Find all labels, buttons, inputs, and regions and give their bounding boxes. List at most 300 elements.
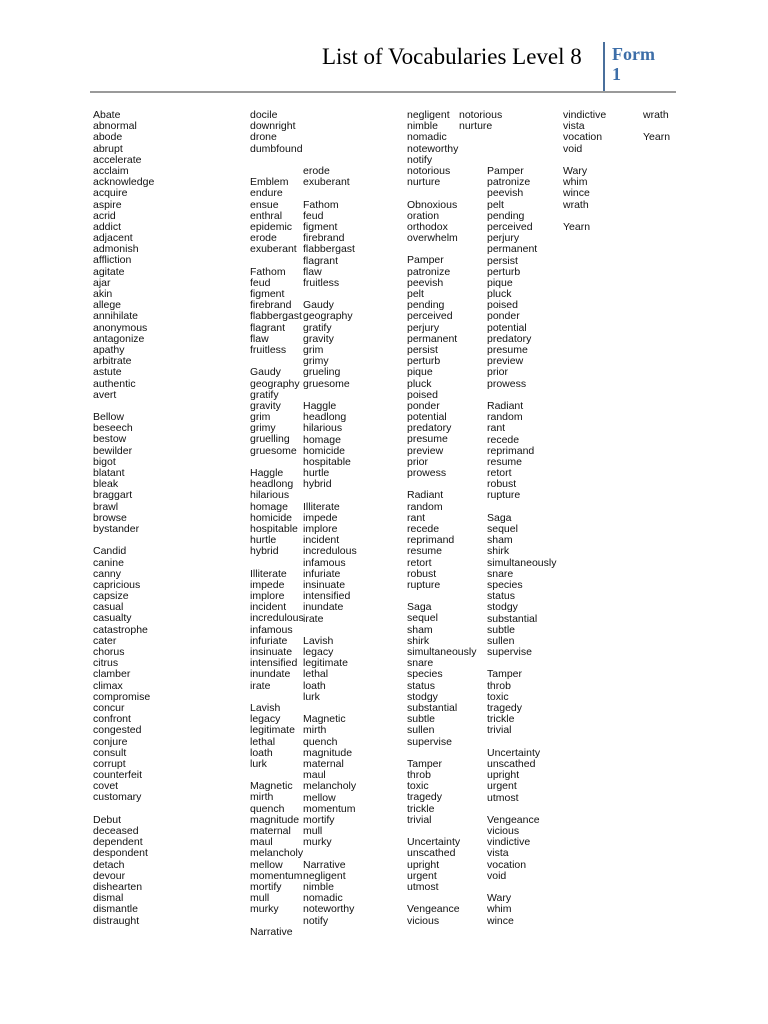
vocabulary-word: mirth xyxy=(303,724,327,737)
vocabulary-word: trivial xyxy=(487,724,512,737)
vocabulary-word: predatory xyxy=(407,422,452,435)
vocabulary-word: legacy xyxy=(303,646,334,659)
vocabulary-word: poised xyxy=(487,299,518,312)
vocabulary-word: figment xyxy=(250,288,285,300)
vocabulary-word: bestow xyxy=(93,433,127,446)
vocabulary-word: firebrand xyxy=(303,232,345,245)
vocabulary-word: recede xyxy=(487,433,520,446)
vocabulary-word: pending xyxy=(487,209,525,222)
vocabulary-word: pelt xyxy=(487,198,504,211)
vocabulary-word: loath xyxy=(303,679,326,692)
vocabulary-word: confront xyxy=(93,713,131,726)
vocabulary-word: hybrid xyxy=(250,545,279,558)
vocabulary-word: firebrand xyxy=(250,299,292,312)
vocabulary-word: Haggle xyxy=(250,467,284,479)
vocabulary-word: mellow xyxy=(303,791,336,804)
vocabulary-word: lethal xyxy=(250,735,276,748)
vocabulary-word: intensified xyxy=(303,590,351,603)
vocabulary-word: impede xyxy=(250,578,285,591)
column-spacer xyxy=(303,848,357,859)
vocabulary-word: counterfeit xyxy=(93,769,143,782)
vocabulary-word: climax xyxy=(93,679,123,692)
vocabulary-word: blatant xyxy=(93,467,125,479)
vocabulary-word: utmost xyxy=(407,880,439,893)
vocabulary-word: toxic xyxy=(487,690,509,703)
vocabulary-word: melancholy xyxy=(250,847,304,860)
vocabulary-word: homage xyxy=(250,500,288,513)
vocabulary-word: affliction xyxy=(93,254,132,267)
vocabulary-word: tragedy xyxy=(487,702,523,714)
vocabulary-word: grimy xyxy=(303,355,329,368)
vocabulary-word: casual xyxy=(93,601,124,614)
vocabulary-word: simultaneously xyxy=(407,646,477,658)
vocabulary-word: momentum xyxy=(250,869,303,882)
vocabulary-word: notify xyxy=(303,914,329,927)
column-spacer xyxy=(250,155,304,166)
vocabulary-word: perjury xyxy=(407,321,440,334)
vocabulary-word: preview xyxy=(407,444,444,457)
vocabulary-word: gravity xyxy=(250,399,281,412)
vocabulary-word: subtle xyxy=(487,623,516,636)
vocabulary-word: nomadic xyxy=(407,131,447,144)
vocabulary-word: preview xyxy=(487,355,524,368)
vocabulary-word: prowess xyxy=(487,377,527,390)
column-spacer xyxy=(303,188,357,199)
vocabulary-word: Yearn xyxy=(643,131,671,144)
vocabulary-word: unscathed xyxy=(407,847,456,860)
vocabulary-word: stodgy xyxy=(407,690,438,703)
vocabulary-word: Gaudy xyxy=(303,299,334,312)
vocabulary-word: homicide xyxy=(250,511,293,524)
vocabulary-word: infuriate xyxy=(303,567,341,580)
vocabulary-word: Magnetic xyxy=(250,780,293,793)
vocabulary-word: hurtle xyxy=(250,534,277,547)
vocabulary-word: Illiterate xyxy=(250,567,287,580)
vocabulary-word: rant xyxy=(407,511,426,524)
vocabulary-word: orthodox xyxy=(407,220,448,233)
vocabulary-word: loath xyxy=(250,746,273,759)
vocabulary-word: rant xyxy=(487,422,506,435)
vocabulary-word: sham xyxy=(407,623,433,636)
column-spacer xyxy=(250,916,304,927)
vocabulary-word: allege xyxy=(93,299,122,312)
vocabulary-word: trivial xyxy=(407,813,432,826)
vocabulary-word: flagrant xyxy=(303,254,339,267)
vocabulary-word: Debut xyxy=(93,813,122,826)
vocabulary-word: Magnetic xyxy=(303,713,346,726)
vocabulary-word: addict xyxy=(93,220,122,233)
vocabulary-word: Obnoxious xyxy=(407,198,458,211)
vocabulary-word: feud xyxy=(303,209,324,222)
vocabulary-word: Fathom xyxy=(303,198,339,211)
vocabulary-word: ajar xyxy=(93,276,111,289)
vocabulary-word: potential xyxy=(487,321,527,334)
vocabulary-word: consult xyxy=(93,746,127,759)
vocabulary-word: implore xyxy=(303,523,338,535)
vocabulary-word: congested xyxy=(93,724,142,737)
vocabulary-word: wince xyxy=(487,914,514,927)
vocabulary-word: chorus xyxy=(93,646,125,658)
vocabulary-word: vista xyxy=(487,847,509,860)
vocabulary-word: insinuate xyxy=(250,646,293,658)
vocabulary-word: lurk xyxy=(250,757,267,770)
vocabulary-word: maul xyxy=(303,769,326,782)
vocabulary-word: acclaim xyxy=(93,164,129,177)
vocabulary-word: erode xyxy=(303,165,330,177)
vocabulary-word: dumbfound xyxy=(250,142,303,155)
vocabulary-word: citrus xyxy=(93,657,119,670)
vocabulary-word: abode xyxy=(93,131,123,144)
vocabulary-word: concur xyxy=(93,701,125,714)
vocabulary-word: Illiterate xyxy=(303,500,340,513)
word-column-1 xyxy=(93,110,154,927)
vocabulary-word: sequel xyxy=(407,612,438,625)
vocabulary-word: gratify xyxy=(303,321,332,334)
vocabulary-word: implore xyxy=(250,590,285,603)
vocabulary-word: wrath xyxy=(563,198,589,211)
vocabulary-word: bystander xyxy=(93,522,140,535)
vocabulary-word: substantial xyxy=(407,701,458,714)
vocabulary-word: homicide xyxy=(303,444,346,457)
vocabulary-word: geography xyxy=(250,377,300,390)
vocabulary-word: vicious xyxy=(487,825,520,838)
vocabulary-word: Vengeance xyxy=(487,813,540,826)
vocabulary-word: mortify xyxy=(303,813,335,826)
vocabulary-word: compromise xyxy=(93,690,151,703)
vocabulary-word: reprimand xyxy=(487,444,535,457)
vocabulary-word: Saga xyxy=(407,601,432,614)
vocabulary-word: grimy xyxy=(250,422,276,435)
vocabulary-word: robust xyxy=(407,567,437,580)
vocabulary-word: accelerate xyxy=(93,153,142,166)
vocabulary-word: ensue xyxy=(250,198,279,211)
word-column-6 xyxy=(487,166,556,927)
vocabulary-word: flabbergast xyxy=(250,310,302,323)
vocabulary-word: admonish xyxy=(93,243,139,256)
vocabulary-word: random xyxy=(407,500,443,513)
vocabulary-word: notify xyxy=(407,153,433,166)
vocabulary-word: beseech xyxy=(93,422,133,435)
vocabulary-word: momentum xyxy=(303,802,356,815)
vocabulary-word: casualty xyxy=(93,612,132,625)
vocabulary-word: headlong xyxy=(303,411,347,424)
vocabulary-word: hilarious xyxy=(303,422,343,435)
vocabulary-word: insinuate xyxy=(303,578,346,591)
vocabulary-word: trickle xyxy=(407,802,435,815)
word-column-4 xyxy=(407,110,476,927)
vocabulary-word: peevish xyxy=(487,187,524,200)
vocabulary-word: sullen xyxy=(487,634,515,647)
vocabulary-word: Haggle xyxy=(303,399,337,412)
vocabulary-word: Abate xyxy=(93,109,121,121)
vocabulary-word: flaw xyxy=(303,265,322,278)
vocabulary-word: conjure xyxy=(93,735,128,748)
vocabulary-word: flagrant xyxy=(250,321,286,334)
vocabulary-word: incident xyxy=(250,601,287,614)
vocabulary-word: flaw xyxy=(250,332,269,345)
vocabulary-word: persist xyxy=(487,254,518,267)
vocabulary-word: Radiant xyxy=(407,489,444,502)
vocabulary-word: vicious xyxy=(407,914,440,927)
vocabulary-word: overwhelm xyxy=(407,232,458,245)
vocabulary-word: aspire xyxy=(93,198,122,211)
vocabulary-word: incredulous xyxy=(303,545,357,558)
vocabulary-word: tragedy xyxy=(407,791,443,804)
vocabulary-word: prior xyxy=(487,366,509,379)
vocabulary-word: Candid xyxy=(93,545,127,558)
vocabulary-word: exuberant xyxy=(250,243,297,256)
vocabulary-word: mortify xyxy=(250,880,282,893)
vocabulary-word: toxic xyxy=(407,780,429,793)
vocabulary-word: sham xyxy=(487,534,513,547)
vocabulary-word: nimble xyxy=(407,120,438,133)
vocabulary-word: abnormal xyxy=(93,120,137,133)
vocabulary-word: Pamper xyxy=(487,165,524,177)
vocabulary-word: arbitrate xyxy=(93,355,132,368)
vocabulary-word: subtle xyxy=(407,713,436,726)
vocabulary-word: hurtle xyxy=(303,467,330,480)
vocabulary-word: oration xyxy=(407,209,440,222)
vocabulary-word: infuriate xyxy=(250,634,288,647)
vocabulary-word: Fathom xyxy=(250,265,286,278)
vocabulary-word: dismantle xyxy=(93,903,138,916)
vocabulary-word: supervise xyxy=(407,735,452,748)
vocabulary-word: shirk xyxy=(407,634,430,647)
vocabulary-word: recede xyxy=(407,522,440,535)
vocabulary-word: void xyxy=(563,142,583,155)
vocabulary-word: vindictive xyxy=(487,836,531,849)
vocabulary-word: status xyxy=(407,679,436,692)
vocabulary-word: whim xyxy=(487,903,512,916)
vocabulary-word: distraught xyxy=(93,914,140,927)
vocabulary-word: devour xyxy=(93,869,126,882)
vocabulary-word: stodgy xyxy=(487,601,518,614)
vocabulary-word: quench xyxy=(250,802,285,815)
vocabulary-word: ponder xyxy=(407,399,440,412)
vocabulary-word: inundate xyxy=(303,601,344,614)
vocabulary-word: murky xyxy=(303,836,332,849)
vocabulary-word: capsize xyxy=(93,590,129,603)
vocabulary-word: void xyxy=(487,869,507,882)
vocabulary-word: reprimand xyxy=(407,534,455,547)
vocabulary-word: bleak xyxy=(93,478,119,491)
vocabulary-word: incident xyxy=(303,534,340,547)
vocabulary-word: snare xyxy=(487,567,514,580)
vocabulary-word: authentic xyxy=(93,377,136,390)
vocabulary-word: throb xyxy=(487,679,511,692)
vocabulary-word: pelt xyxy=(407,288,424,300)
vocabulary-word: maternal xyxy=(303,757,344,770)
vocabulary-word: sullen xyxy=(407,724,435,737)
vocabulary-word: legitimate xyxy=(250,724,295,737)
vocabulary-word: catastrophe xyxy=(93,623,148,636)
vocabulary-word: dependent xyxy=(93,836,143,849)
vocabulary-word: Radiant xyxy=(487,399,524,412)
vocabulary-word: mull xyxy=(250,892,270,905)
vocabulary-word: retort xyxy=(487,467,512,480)
vocabulary-word: legacy xyxy=(250,713,281,726)
vocabulary-word: throb xyxy=(407,769,431,782)
column-spacer xyxy=(407,188,476,199)
vocabulary-word: intensified xyxy=(250,657,298,670)
vocabulary-word: patronize xyxy=(407,265,451,278)
vocabulary-word: anonymous xyxy=(93,321,148,334)
vocabulary-word: resume xyxy=(487,455,523,468)
vocabulary-word: persist xyxy=(407,343,438,356)
vocabulary-word: canny xyxy=(93,567,122,580)
vocabulary-word: geography xyxy=(303,310,353,323)
vocabulary-word: hospitable xyxy=(250,522,298,535)
vocabulary-word: predatory xyxy=(487,332,532,345)
form-label: Form 1 xyxy=(612,44,655,84)
vocabulary-word: notorious xyxy=(459,109,503,121)
vocabulary-word: fruitless xyxy=(250,343,287,356)
vocabulary-word: Lavish xyxy=(250,701,281,714)
vocabulary-word: Lavish xyxy=(303,634,334,647)
vocabulary-word: quench xyxy=(303,735,338,748)
vocabulary-word: noteworthy xyxy=(303,903,355,916)
vocabulary-word: feud xyxy=(250,276,271,289)
vocabulary-word: murky xyxy=(250,903,279,916)
vocabulary-word: Uncertainty xyxy=(487,746,541,759)
vocabulary-word: grim xyxy=(250,411,271,424)
vocabulary-word: lurk xyxy=(303,690,320,703)
vocabulary-word: bigot xyxy=(93,455,116,468)
vocabulary-word: nurture xyxy=(407,176,441,189)
vocabulary-word: prowess xyxy=(407,467,447,479)
vocabulary-word: Emblem xyxy=(250,176,289,189)
vocabulary-word: resume xyxy=(407,545,443,558)
vocabulary-word: rupture xyxy=(487,489,521,502)
vocabulary-word: presume xyxy=(407,433,448,446)
vocabulary-word: exuberant xyxy=(303,176,350,189)
word-column-2 xyxy=(250,110,304,938)
vocabulary-word: endure xyxy=(250,187,283,200)
header-rule xyxy=(90,91,676,93)
word-column-5 xyxy=(459,110,502,132)
vocabulary-word: detach xyxy=(93,858,125,871)
vocabulary-word: agitate xyxy=(93,265,125,278)
vocabulary-word: nimble xyxy=(303,881,334,893)
vocabulary-word: canine xyxy=(93,556,124,569)
vocabulary-word: irate xyxy=(303,612,324,625)
vocabulary-word: avert xyxy=(93,388,117,401)
vocabulary-word: Uncertainty xyxy=(407,836,461,849)
vocabulary-word: drone xyxy=(250,131,277,144)
vocabulary-word: brawl xyxy=(93,500,119,513)
vocabulary-word: annihilate xyxy=(93,310,138,323)
vocabulary-word: unscathed xyxy=(487,757,536,770)
word-column-3 xyxy=(303,166,357,927)
vocabulary-word: acknowledge xyxy=(93,176,155,189)
vocabulary-word: pluck xyxy=(487,288,512,301)
vocabulary-word: legitimate xyxy=(303,657,348,670)
vocabulary-word: nomadic xyxy=(303,892,343,905)
vocabulary-word: headlong xyxy=(250,478,294,491)
vocabulary-word: astute xyxy=(93,366,122,379)
vocabulary-word: supervise xyxy=(487,646,532,659)
vocabulary-word: pending xyxy=(407,299,445,312)
vocabulary-word: braggart xyxy=(93,489,133,502)
vocabulary-word: pluck xyxy=(407,377,432,390)
vocabulary-word: enthral xyxy=(250,209,283,222)
vocabulary-word: magnitude xyxy=(303,746,353,759)
vocabulary-word: corrupt xyxy=(93,757,126,770)
vocabulary-word: irate xyxy=(250,679,271,692)
vocabulary-word: hilarious xyxy=(250,489,290,502)
vocabulary-word: peevish xyxy=(407,276,444,289)
header-divider xyxy=(603,42,605,92)
vocabulary-word: ponder xyxy=(487,310,520,323)
vocabulary-word: incredulous xyxy=(250,612,304,625)
vocabulary-word: mellow xyxy=(250,858,283,871)
vocabulary-word: negligent xyxy=(407,109,450,121)
vocabulary-word: trickle xyxy=(487,713,515,726)
vocabulary-word: homage xyxy=(303,433,341,446)
vocabulary-word: shirk xyxy=(487,545,510,558)
vocabulary-word: abrupt xyxy=(93,142,123,155)
vocabulary-word: mull xyxy=(303,825,323,838)
vocabulary-word: deceased xyxy=(93,825,139,837)
vocabulary-word: perceived xyxy=(487,220,533,233)
vocabulary-word: hospitable xyxy=(303,455,351,468)
vocabulary-word: Vengeance xyxy=(407,903,460,916)
vocabulary-word: mirth xyxy=(250,791,274,804)
vocabulary-word: epidemic xyxy=(250,220,293,233)
vocabulary-word: random xyxy=(487,411,523,424)
vocabulary-word: Wary xyxy=(487,892,512,905)
vocabulary-word: perceived xyxy=(407,310,453,323)
vocabulary-word: akin xyxy=(93,288,113,300)
vocabulary-word: wrath xyxy=(643,109,669,121)
vocabulary-word: gratify xyxy=(250,388,279,401)
vocabulary-word: vista xyxy=(563,120,585,133)
vocabulary-word: grim xyxy=(303,344,324,356)
vocabulary-word: permanent xyxy=(487,243,538,256)
vocabulary-word: perturb xyxy=(487,265,521,278)
vocabulary-word: lethal xyxy=(303,668,329,681)
vocabulary-word: impede xyxy=(303,511,338,524)
vocabulary-word: maternal xyxy=(250,825,291,837)
page-title: List of Vocabularies Level 8 xyxy=(322,44,582,69)
vocabulary-word: dishearten xyxy=(93,880,143,893)
vocabulary-word: dismal xyxy=(93,892,124,905)
vocabulary-word: sequel xyxy=(487,523,518,535)
vocabulary-word: flabbergast xyxy=(303,243,355,256)
vocabulary-word: despondent xyxy=(93,847,148,860)
vocabulary-word: cater xyxy=(93,634,117,647)
vocabulary-word: notorious xyxy=(407,164,451,177)
vocabulary-word: gravity xyxy=(303,332,334,345)
vocabulary-word: maul xyxy=(250,836,273,849)
vocabulary-word: patronize xyxy=(487,176,531,189)
column-spacer xyxy=(250,255,304,266)
vocabulary-word: pique xyxy=(407,366,433,379)
vocabulary-word: browse xyxy=(93,511,127,524)
vocabulary-word: vocation xyxy=(563,131,603,144)
vocabulary-word: Narrative xyxy=(250,925,293,938)
vocabulary-word: infamous xyxy=(303,556,346,569)
vocabulary-word: docile xyxy=(250,109,278,121)
vocabulary-word: upright xyxy=(487,769,520,782)
vocabulary-word: Tamper xyxy=(407,757,443,770)
vocabulary-word: customary xyxy=(93,791,142,804)
vocabulary-word: upright xyxy=(407,858,440,871)
vocabulary-word: pique xyxy=(487,276,513,289)
vocabulary-word: hybrid xyxy=(303,478,332,491)
vocabulary-word: antagonize xyxy=(93,332,145,345)
vocabulary-word: permanent xyxy=(407,332,458,345)
